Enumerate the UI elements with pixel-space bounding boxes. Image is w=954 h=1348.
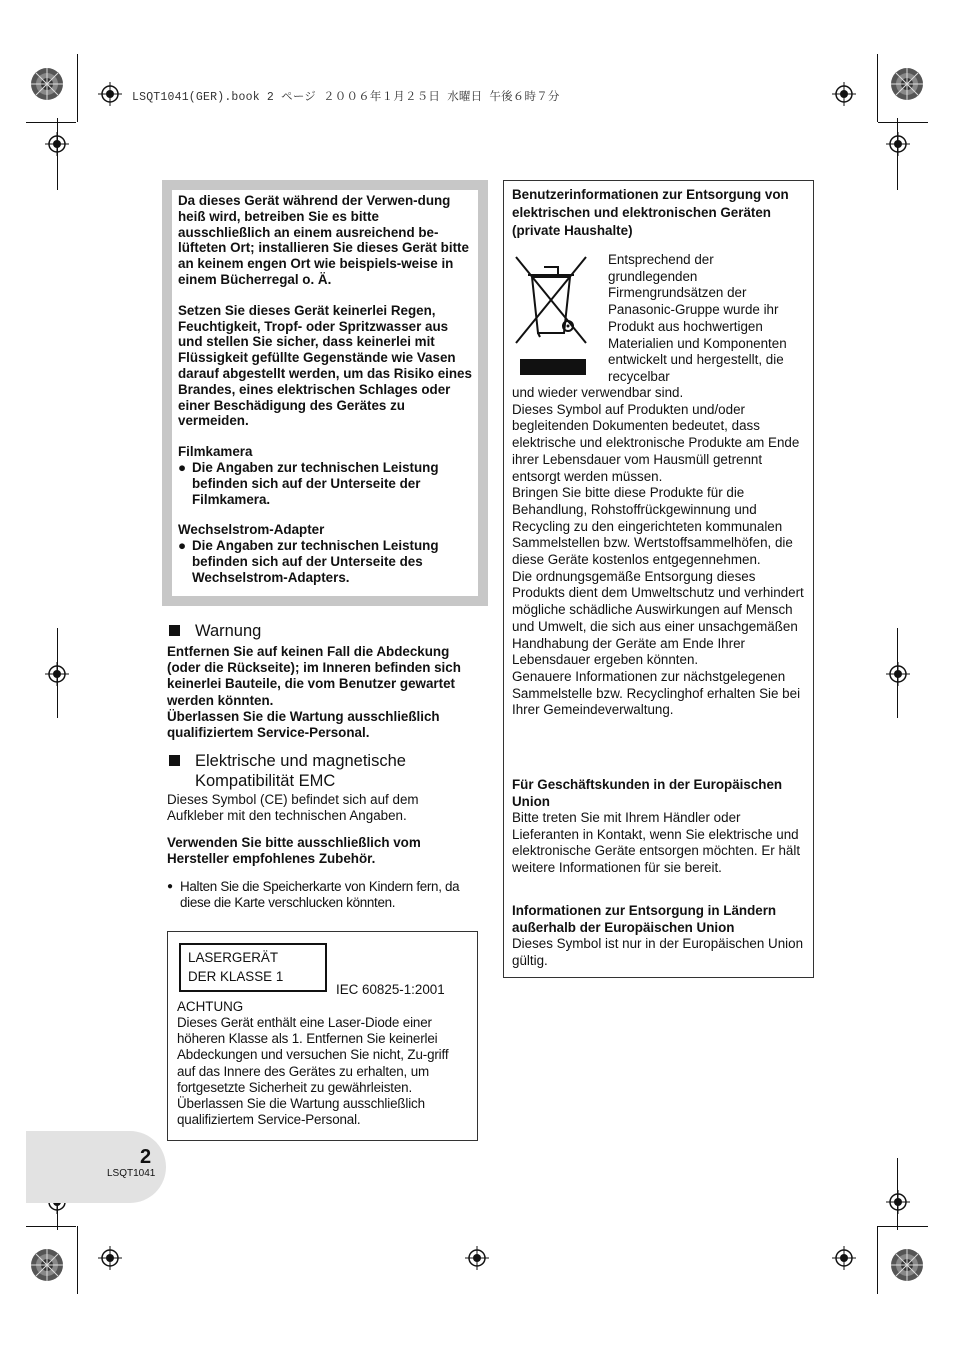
bullet-icon: ●	[167, 881, 173, 892]
disposal-contact-text: Genauere Informationen zur nächstgelegenen Sammelstelle bzw. Recyclinghof erhalten Sie bei Ihrer Gemeindeverwaltung.	[512, 668, 801, 718]
model-code: LSQT1041	[107, 1168, 156, 1179]
laser-standard: IEC 60825-1:2001	[336, 982, 445, 997]
disposal-intro-continued	[512, 385, 804, 719]
memory-card-warning	[167, 879, 479, 911]
crop-line	[57, 118, 58, 190]
warning-cover-text: Entfernen Sie auf keinen Fall die Abdeckung (oder die Rückseite); im Inneren befinden sich keinerlei Bauteile, die vom Benutzer gewartet werden könnten.	[167, 644, 461, 708]
crossed-out-wheelie-bin-icon	[514, 255, 588, 377]
camera-heading: Filmkamera	[178, 444, 253, 460]
color-rosette-icon	[890, 1248, 924, 1282]
registration-mark-icon	[886, 1190, 910, 1214]
warning-title: Warnung	[195, 622, 262, 640]
disposal-collection-text: Bringen Sie bitte diese Produkte für die Behandlung, Rohstoffrückgewinnung und Recycling zu den eingerichteten kommunalen Sammelstellen bzw. Wertstoffsammelhöfen, die diese Geräte kostenlos entgegennehmen.	[512, 485, 793, 568]
safety-notice-text	[178, 193, 474, 586]
crop-line	[897, 628, 898, 718]
adapter-heading: Wechselstrom-Adapter	[178, 522, 325, 538]
business-customers-text: Bitte treten Sie mit Ihrem Händler oder Lieferanten in Kontakt, wenn Sie elektrische und elektronische Geräte entsorgen möchten. Er hält weitere Informationen für sie bereit.	[512, 810, 801, 876]
registration-mark-icon	[465, 1246, 489, 1270]
registration-mark-icon	[98, 82, 122, 106]
crop-line	[878, 122, 928, 123]
registration-mark-icon	[886, 132, 910, 156]
disposal-symbol-text: Dieses Symbol auf Produkten und/oder begleitenden Dokumenten bedeutet, dass elektrische und elektronische Produkte am Ende ihrer Lebensdauer vom Hausmüll getrennt entsorgt werden müssen.	[512, 401, 800, 484]
emc-title: Elektrische und magnetische Kompatibilität EMC	[195, 752, 406, 790]
crop-line	[878, 1226, 928, 1227]
warning-section-heading	[167, 621, 477, 641]
laser-label-line1: LASERGERÄT	[188, 950, 279, 965]
memory-card-text: Halten Sie die Speicherkarte von Kindern fern, da diese die Karte verschlucken könnten.	[180, 879, 460, 911]
registration-mark-icon	[886, 662, 910, 686]
disposal-intro-text: Entsprechend der grundlegenden Firmengrundsätzen der Panasonic-Gruppe wurde ihr Produkt aus hochwertigen Materialien und Komponenten entwickelt und hergestellt, die recycelbar	[608, 252, 787, 384]
file-info-header: LSQT1041(GER).book 2 ページ ２００６年１月２５日 水曜日 午後６時７分	[132, 91, 560, 104]
registration-mark-icon	[98, 1246, 122, 1270]
registration-mark-icon	[832, 1246, 856, 1270]
square-bullet-icon	[169, 625, 180, 636]
disposal-recycle-text: und wieder verwendbar sind.	[512, 385, 684, 400]
page-number: 2	[140, 1146, 152, 1168]
color-rosette-icon	[890, 67, 924, 101]
crop-line	[897, 1158, 898, 1230]
crop-line	[26, 1226, 76, 1227]
crop-line	[57, 628, 58, 718]
disposal-environment-text: Die ordnungsgemäße Entsorgung dieses Produkts dient dem Umweltschutz und verhindert mögliche schädliche Auswirkungen auf Mensch und Umwelt, die sich aus einer unsachgemäßen Handhabung der Geräte am Ende Ihrer Lebensdauer ergeben könnten.	[512, 568, 804, 668]
emc-section-heading	[167, 751, 477, 791]
crop-line	[877, 1226, 878, 1294]
warning-text	[167, 644, 479, 741]
bullet-icon: ●	[178, 459, 187, 475]
warning-service-text: Überlassen Sie die Wartung ausschließlich qualifiziertem Service-Personal.	[167, 708, 440, 741]
laser-caution-heading: ACHTUNG	[177, 999, 244, 1014]
crop-line	[877, 54, 878, 122]
outside-eu-heading: Informationen zur Entsorgung in Ländern außerhalb der Europäischen Union	[512, 903, 777, 935]
crop-line	[77, 54, 78, 122]
laser-class-label	[179, 943, 327, 992]
business-customers-heading: Für Geschäftskunden in der Europäischen Union	[512, 777, 783, 809]
moisture-warning: Setzen Sie dieses Gerät keinerlei Regen, Feuchtigkeit, Tropf- oder Spritzwasser aus und stellen Sie sicher, dass keinerlei mit Flüssigkeit gefüllte Gegenstände wie Vasen darauf abgestellt werden, um das Risiko eines Brandes, eines elektrischen Schlages oder einer Beschädigung des Gerätes zu vermeiden.	[178, 302, 472, 429]
disposal-heading: Benutzerinformationen zur Entsorgung von elektrischen und elektronischen Geräten (private Haushalte)	[512, 187, 789, 239]
adapter-rating-note: Die Angaben zur technischen Leistung befinden sich auf der Unterseite des Wechselstrom-Adapters.	[192, 538, 439, 585]
heat-warning: Da dieses Gerät während der Verwen-dung heiß wird, betreiben Sie es bitte ausschließlich an einem ausreichend be-lüfteten Ort; installieren Sie dieses Gerät bitte an keinem engen Ort wie beispiels-weise in einem Bücherregal o. Ä.	[178, 193, 469, 287]
color-rosette-icon	[30, 1248, 64, 1282]
crop-line	[26, 122, 76, 123]
color-rosette-icon	[30, 67, 64, 101]
laser-caution-text: Dieses Gerät enthält eine Laser-Diode einer höheren Klasse als 1. Entfernen Sie keinerlei Abdeckungen und versuchen Sie nicht, Zu-griff auf das Innere des Gerätes zu erhalten, um fortgesetzte Sicherheit zu gewährleisten. Überlassen Sie die Wartung ausschließlich qualifiziertem Service-Personal.	[177, 1015, 449, 1128]
square-bullet-icon	[169, 755, 180, 766]
camera-rating-note: Die Angaben zur technischen Leistung befinden sich auf der Unterseite der Filmkamera.	[192, 459, 439, 507]
laser-label-line2: DER KLASSE 1	[188, 969, 284, 984]
outside-eu-text: Dieses Symbol ist nur in der Europäischen Union gültig.	[512, 936, 804, 968]
registration-mark-icon	[832, 82, 856, 106]
crop-line	[77, 1226, 78, 1294]
crop-line	[897, 118, 898, 190]
emc-accessory-note: Verwenden Sie bitte ausschließlich vom Hersteller empfohlenes Zubehör.	[167, 835, 421, 867]
emc-text: Dieses Symbol (CE) befindet sich auf dem Aufkleber mit den technischen Angaben.	[167, 792, 419, 824]
bullet-icon: ●	[178, 538, 187, 554]
